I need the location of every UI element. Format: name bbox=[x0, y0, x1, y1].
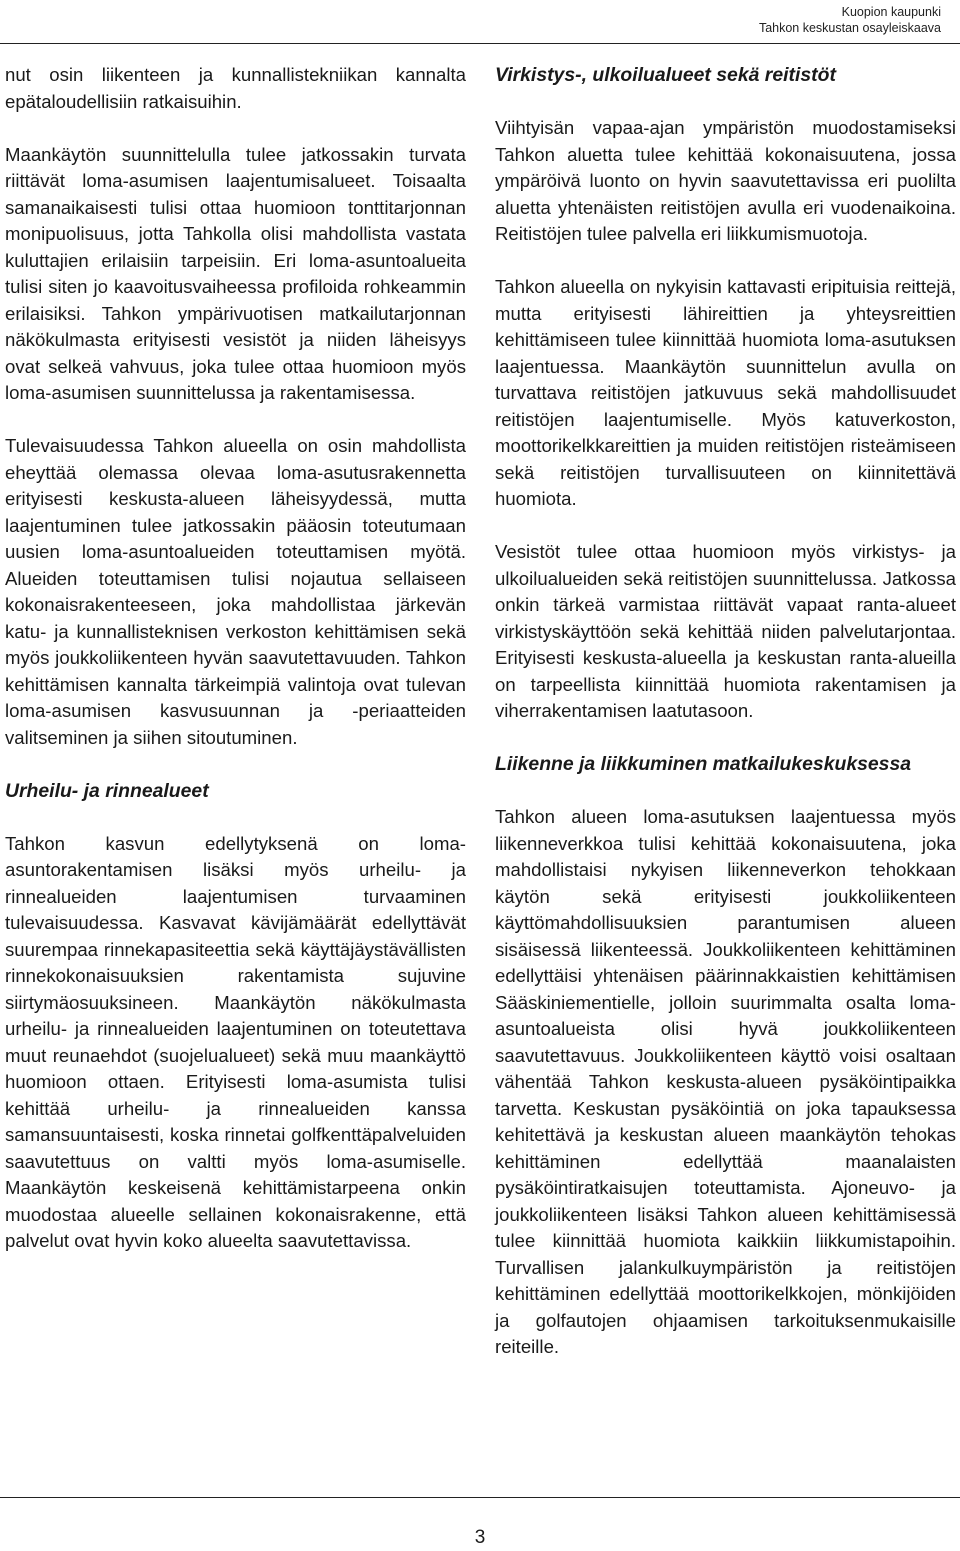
left-paragraph-1: nut osin liikenteen ja kunnallistekniikan kannalta epätaloudellisiin ratkaisuihin. bbox=[5, 64, 466, 112]
section-heading-virkistys: Virkistys-, ulkoilualueet sekä reitistöt bbox=[495, 64, 836, 86]
footer-divider bbox=[0, 1497, 960, 1498]
right-paragraph-3: Vesistöt tulee ottaa huomioon myös virkistys- ja ulkoilualueiden sekä reitistöjen suunnittelussa. Jatkossa onkin tärkeä varmistaa riittävät vapaat ranta-alueet virkistyskäyttöön sekä kehittää niiden palvelutarjontaa. Erityisesti keskusta-alueella ja keskustan ranta-alueilla on tarpeellista kiinnittää huomiota rakentamisen ja viherrakentamisen laatutasoon. bbox=[495, 541, 956, 721]
header-plan-title: Tahkon keskustan osayleiskaava bbox=[758, 21, 941, 35]
left-paragraph-3: Tulevaisuudessa Tahkon alueella on osin mahdollista eheyttää olemassa olevaa loma-asutusrakennetta erityisesti keskusta-alueen läheisyydessä, mutta laajentuminen tulee jatkossakin pääosin toteutumaan uusien loma-asuntoalueiden toteuttamisen myötä. Alueiden toteuttamisen tulisi nojautua sellaiseen kokonaisrakenteeseen, joka mahdollistaa järkevän katu- ja kunnallisteknisen verkoston kehittämisen sekä myös joukkoliikenteen hyvän saavutettavuuden. Tahkon kehittämisen kannalta tärkeimpiä valintoja ovat tulevan loma-asumisen kasvusuunnan ja -periaatteiden valitseminen ja siihen sitoutuminen. bbox=[5, 435, 466, 748]
right-column bbox=[495, 62, 956, 1361]
page-header bbox=[759, 4, 941, 36]
left-column bbox=[5, 62, 466, 1255]
right-paragraph-1: Viihtyisän vapaa-ajan ympäristön muodostamiseksi Tahkon aluetta tulee kehittää kokonaisuutena, jossa ympäröivä luonto on hyvin saavutettavissa eri puolilta aluetta yhtenäisten reitistöjen avulla eri vuodenaikoina. Reitistöjen tulee palvella eri liikkumismuotoja. bbox=[495, 117, 956, 244]
right-paragraph-4: Tahkon alueen loma-asutuksen laajentuessa myös liikenneverkkoa tulisi kehittää kokonaisuutena, joka mahdollistaisi nykyisen liikenneverkon tehokkaan käytön sekä erityisesti joukkoliikenteen käyttömahdollisuuksien parantumisen alueen sisäisessä liikenteessä. Joukkoliikenteen kehittäminen edellyttäisi yhtenäisen päärinnakkaistien kehittämisen Sääskiniementielle, jolloin suurimmalta osalta loma-asuntoalueista olisi hyvä joukkoliikenteen saavutettavuus. Joukkoliikenteen käyttö voisi osaltaan vähentää Tahkon keskusta-alueen pysäköintipaikka tarvetta. Keskustan pysäköintiä on joka tapauksessa kehitettävä ja keskustan alueen maankäytön tehokas kehittäminen edellyttää maanalaisten pysäköintiratkaisujen toteuttamista. Ajoneuvo- ja joukkoliikenteen lisäksi Tahkon alueen kehittämisessä tulee kiinnittää huomiota kaikkiin liikkumistapoihin. Turvallisen jalankulkuympäristön ja reitistöjen kehittäminen edellyttää moottorikelkkojen, mönkijöiden ja golfautojen ohjaamisen tarkoituksenmukaisille reiteille. bbox=[495, 806, 956, 1357]
header-divider bbox=[0, 43, 960, 44]
page-number: 3 bbox=[474, 1527, 486, 1548]
header-municipality: Kuopion kaupunki bbox=[841, 5, 941, 19]
left-paragraph-2: Maankäytön suunnittelulla tulee jatkossakin turvata riittävät loma-asumisen laajentumisalueet. Toisaalta samanaikaisesti tulisi ottaa huomioon tonttitarjonnan monipuolisuus, jotta Tahkolla olisi mahdollista vastata kuluttajien erilaisiin tarpeisiin. Eri loma-asuntoalueita tulisi siten jo kaavoitusvaiheessa profiloida rohkeammin erilaisiksi. Tahkon ympärivuotisen matkailutarjonnan näkökulmasta erityisesti vesistöt ja niiden läheisyys ovat selkeä vahvuus, joka tulee ottaa huomioon myös loma-asumisen suunnittelussa ja rakentamisessa. bbox=[5, 143, 466, 403]
left-paragraph-4: Tahkon kasvun edellytyksenä on loma-asuntorakentamisen lisäksi myös urheilu- ja rinnealueiden laajentumisen turvaaminen tulevaisuudessa. Kasvavat kävijämäärät edellyttävät suurempaa rinnekapasiteettia sekä käyttäjäystävällisten rinnekokonaisuuksien rakentamista sujuvine siirtymäosuuksineen. Maankäytön näkökulmasta urheilu- ja rinnealueiden laajentuminen on toteutettava muut reunaehdot (suojelualueet) sekä muu maankäyttö huomioon ottaen. Erityisesti loma-asumista tulisi kehittää urheilu- ja rinnealueiden kanssa samansuuntaisesti, koska rinnetai golfkenttäpalveluiden saavutettuus on valtti myös loma-asumiselle. Maankäytön keskeisenä kehittämistarpeena onkin muodostaa alueelle sellainen kokonaisrakenne, että palvelut ovat hyvin koko alueelta saavutettavissa. bbox=[5, 832, 466, 1251]
section-heading-urheilu: Urheilu- ja rinnealueet bbox=[5, 779, 209, 802]
section-heading-liikenne: Liikenne ja liikkuminen matkailukeskuksessa bbox=[495, 753, 912, 775]
right-paragraph-2: Tahkon alueella on nykyisin kattavasti eripituisia reittejä, mutta erityisesti lähireittien ja yhteysreittien kehittämiseen tulee kiinnittää huomiota loma-asutuksen laajentuessa. Maankäytön suunnittelun avulla on turvattava reitistöjen jatkuvuus sekä mahdollisuudet reitistöjen laajentumiselle. Myös katuverkoston, moottorikelkkareittien ja muiden reitistöjen risteämiseen sekä reitistöjen turvallisuuteen on kiinnitettävä huomiota. bbox=[495, 276, 956, 509]
